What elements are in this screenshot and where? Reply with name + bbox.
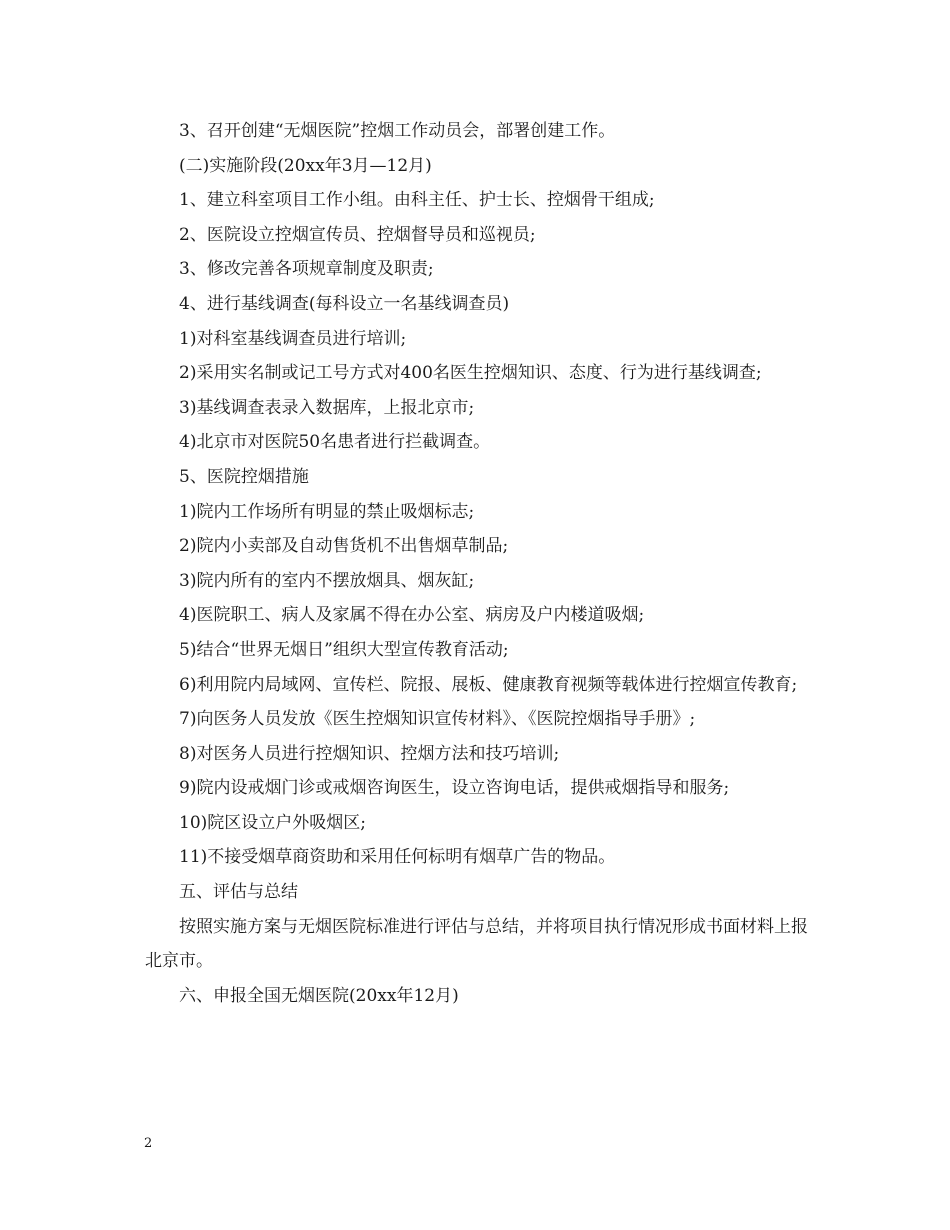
paragraph-measure-9: 9)院内设戒烟门诊或戒烟咨询医生，设立咨询电话，提供戒烟指导和服务; [179, 778, 730, 799]
paragraph-item-5-measures: 5、医院控烟措施 [179, 466, 309, 487]
paragraph-measure-8: 8)对医务人员进行控烟知识、控烟方法和技巧培训; [179, 743, 560, 764]
paragraph-survey-2-doctors: 2)采用实名制或记工号方式对400名医生控烟知识、态度、行为进行基线调查; [179, 363, 762, 384]
section-heading-national-application: 六、申报全国无烟医院(20xx年12月) [179, 985, 459, 1006]
paragraph-measure-7: 7)向医务人员发放《医生控烟知识宣传材料》、《医院控烟指导手册》; [179, 709, 696, 730]
paragraph-measure-4: 4)医院职工、病人及家属不得在办公室、病房及户内楼道吸烟; [179, 605, 645, 626]
paragraph-survey-4-patients: 4)北京市对医院50名患者进行拦截调查。 [179, 432, 491, 453]
document-body [145, 114, 815, 1013]
paragraph-measure-11: 11)不接受烟草商资助和采用任何标明有烟草广告的物品。 [179, 847, 616, 868]
paragraph-item-3-regulations: 3、修改完善各项规章制度及职责; [179, 259, 434, 280]
paragraph-measure-10: 10)院区设立户外吸烟区; [179, 812, 366, 833]
paragraph-evaluation-body: 按照实施方案与无烟医院标准进行评估与总结，并将项目执行情况形成书面材料上报北京市。 [145, 916, 808, 972]
paragraph-item-4-baseline-survey: 4、进行基线调查(每科设立一名基线调查员) [179, 293, 510, 314]
paragraph-measure-3: 3)院内所有的室内不摆放烟具、烟灰缸; [179, 570, 475, 591]
paragraph-measure-1: 1)院内工作场所有明显的禁止吸烟标志; [179, 501, 475, 522]
paragraph-mobilization-meeting: 3、召开创建“无烟医院”控烟工作动员会，部署创建工作。 [179, 121, 616, 141]
paragraph-measure-5: 5)结合“世界无烟日”组织大型宣传教育活动; [179, 639, 509, 660]
paragraph-implementation-stage: (二)实施阶段(20xx年3月—12月) [179, 155, 432, 176]
paragraph-item-2-publicity-staff: 2、医院设立控烟宣传员、控烟督导员和巡视员; [179, 224, 536, 245]
paragraph-item-1-work-group: 1、建立科室项目工作小组。由科主任、护士长、控烟骨干组成; [179, 190, 655, 211]
page-number: 2 [144, 1136, 153, 1151]
section-heading-evaluation: 五、评估与总结 [179, 882, 298, 903]
paragraph-survey-3-database: 3)基线调查表录入数据库，上报北京市; [179, 397, 475, 418]
paragraph-measure-2: 2)院内小卖部及自动售货机不出售烟草制品; [179, 536, 509, 557]
paragraph-measure-6: 6)利用院内局域网、宣传栏、院报、展板、健康教育视频等载体进行控烟宣传教育; [179, 674, 798, 695]
paragraph-survey-1-training: 1)对科室基线调查员进行培训; [179, 328, 407, 349]
